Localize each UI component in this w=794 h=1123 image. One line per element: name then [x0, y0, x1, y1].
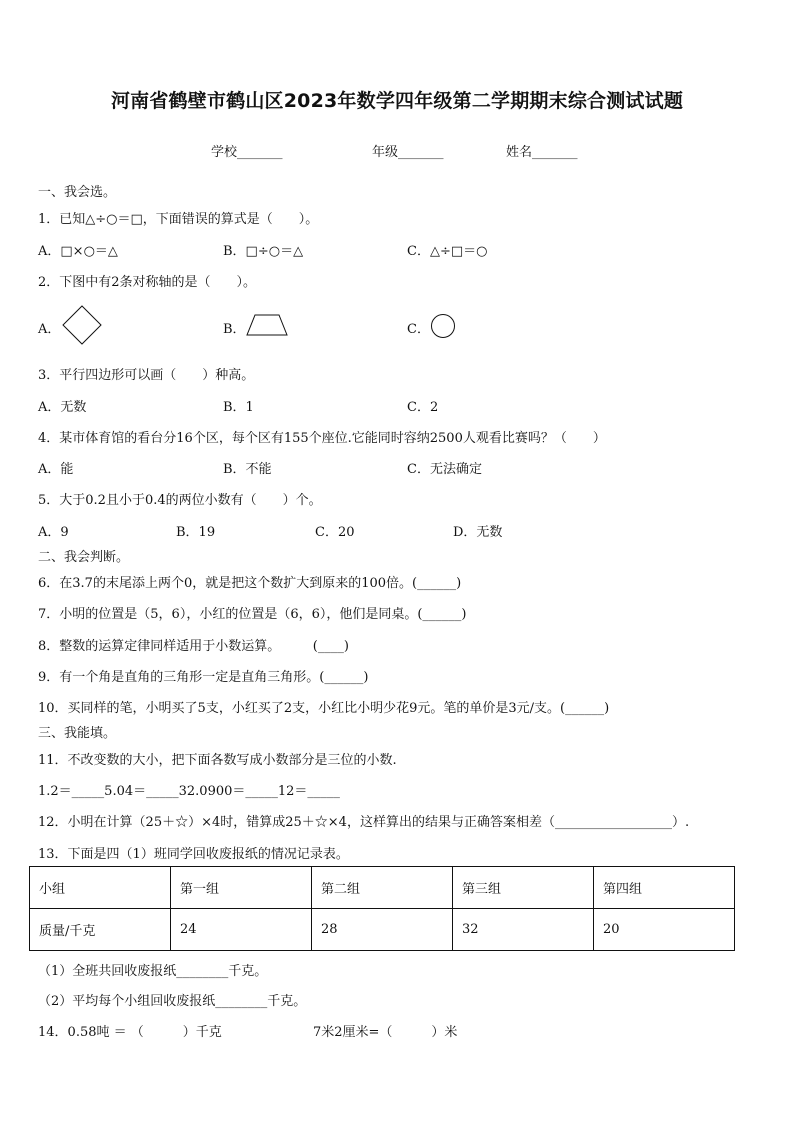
question-9: 9．有一个角是直角的三角形一定是直角三角形。(______) — [38, 670, 369, 685]
question-1-option-b: B．□÷○＝△ — [223, 244, 304, 259]
question-2-option-b: B． — [223, 322, 246, 337]
question-12: 12．小明在计算（25＋☆）×4时，错算成25＋☆×4，这样算出的结果与正确答案相差（__________________）. — [38, 815, 690, 830]
circle-shape — [430, 313, 456, 339]
question-4-option-b: B．不能 — [223, 462, 272, 477]
table-header-cell: 第三组 — [453, 867, 594, 909]
question-13-stem: 13．下面是四（1）班同学回收废报纸的情况记录表。 — [38, 847, 349, 862]
question-5-option-d: D．无数 — [453, 525, 503, 540]
school-field: 学校_______ — [211, 145, 283, 160]
section-heading-1: 一、我会选。 — [38, 185, 117, 200]
table-cell: 24 — [171, 909, 312, 951]
table-cell: 质量/千克 — [30, 909, 171, 951]
question-11-line: 1.2＝_____5.04＝_____32.0900＝_____12＝_____ — [38, 784, 340, 799]
table-header-cell: 小组 — [30, 867, 171, 909]
question-2-option-a: A． — [38, 322, 61, 337]
table-header-cell: 第四组 — [594, 867, 735, 909]
record-table — [29, 866, 735, 951]
question-6: 6．在3.7的末尾添上两个0，就是把这个数扩大到原来的100倍。(______) — [38, 576, 462, 591]
question-1-option-c: C．△÷□＝○ — [407, 244, 488, 259]
question-5-option-b: B．19 — [176, 525, 216, 540]
question-5-stem: 5．大于0.2且小于0.4的两位小数有（ ）个。 — [38, 493, 322, 508]
question-1-stem: 1．已知△÷○＝□，下面错误的算式是（ ）。 — [38, 212, 319, 227]
section-heading-3: 三、我能填。 — [38, 726, 117, 741]
question-7: 7．小明的位置是（5，6），小红的位置是（6，6），他们是同桌。(______) — [38, 607, 467, 622]
page-title: 河南省鹤壁市鹤山区2023年数学四年级第二学期期末综合测试试题 — [110, 90, 684, 112]
name-field: 姓名_______ — [506, 145, 578, 160]
question-5-option-c: C．20 — [315, 525, 355, 540]
question-13-sub-1: （1）全班共回收废报纸________千克。 — [38, 964, 268, 979]
question-3-option-b: B．1 — [223, 400, 254, 415]
table-header-cell: 第一组 — [171, 867, 312, 909]
question-14-part-1: 14．0.58吨 ＝ （ ）千克 — [38, 1025, 222, 1040]
question-4-option-a: A．能 — [38, 462, 74, 477]
question-3-option-a: A．无数 — [38, 400, 87, 415]
grade-field: 年级_______ — [372, 145, 444, 160]
question-3-option-c: C．2 — [407, 400, 439, 415]
table-row — [30, 909, 735, 951]
question-4-stem: 4．某市体育馆的看台分16个区，每个区有155个座位.它能同时容纳2500人观看比赛吗？（ ） — [38, 431, 606, 446]
table-header-row — [30, 867, 735, 909]
question-14-part-2: 7米2厘米=（ ）米 — [313, 1025, 458, 1040]
question-2-stem: 2．下图中有2条对称轴的是（ ）。 — [38, 275, 257, 290]
question-2-option-c: C． — [407, 322, 430, 337]
question-13-sub-2: （2）平均每个小组回收废报纸________千克。 — [38, 994, 307, 1009]
question-4-option-c: C．无法确定 — [407, 462, 482, 477]
table-cell: 28 — [312, 909, 453, 951]
table-cell: 32 — [453, 909, 594, 951]
question-11-stem: 11．不改变数的大小，把下面各数写成小数部分是三位的小数. — [38, 753, 397, 768]
question-10: 10．买同样的笔，小明买了5支，小红买了2支，小红比小明少花9元。笔的单价是3元/支。(______) — [38, 701, 610, 716]
table-cell: 20 — [594, 909, 735, 951]
question-5-option-a: A．9 — [38, 525, 69, 540]
diamond-shape — [61, 304, 103, 346]
trapezoid-shape — [245, 313, 289, 337]
question-8: 8．整数的运算定律同样适用于小数运算。 (____) — [38, 639, 349, 654]
question-3-stem: 3．平行四边形可以画（ ）种高。 — [38, 368, 255, 383]
section-heading-2: 二、我会判断。 — [38, 550, 130, 565]
table-header-cell: 第二组 — [312, 867, 453, 909]
question-1-option-a: A．□×○＝△ — [38, 244, 118, 259]
